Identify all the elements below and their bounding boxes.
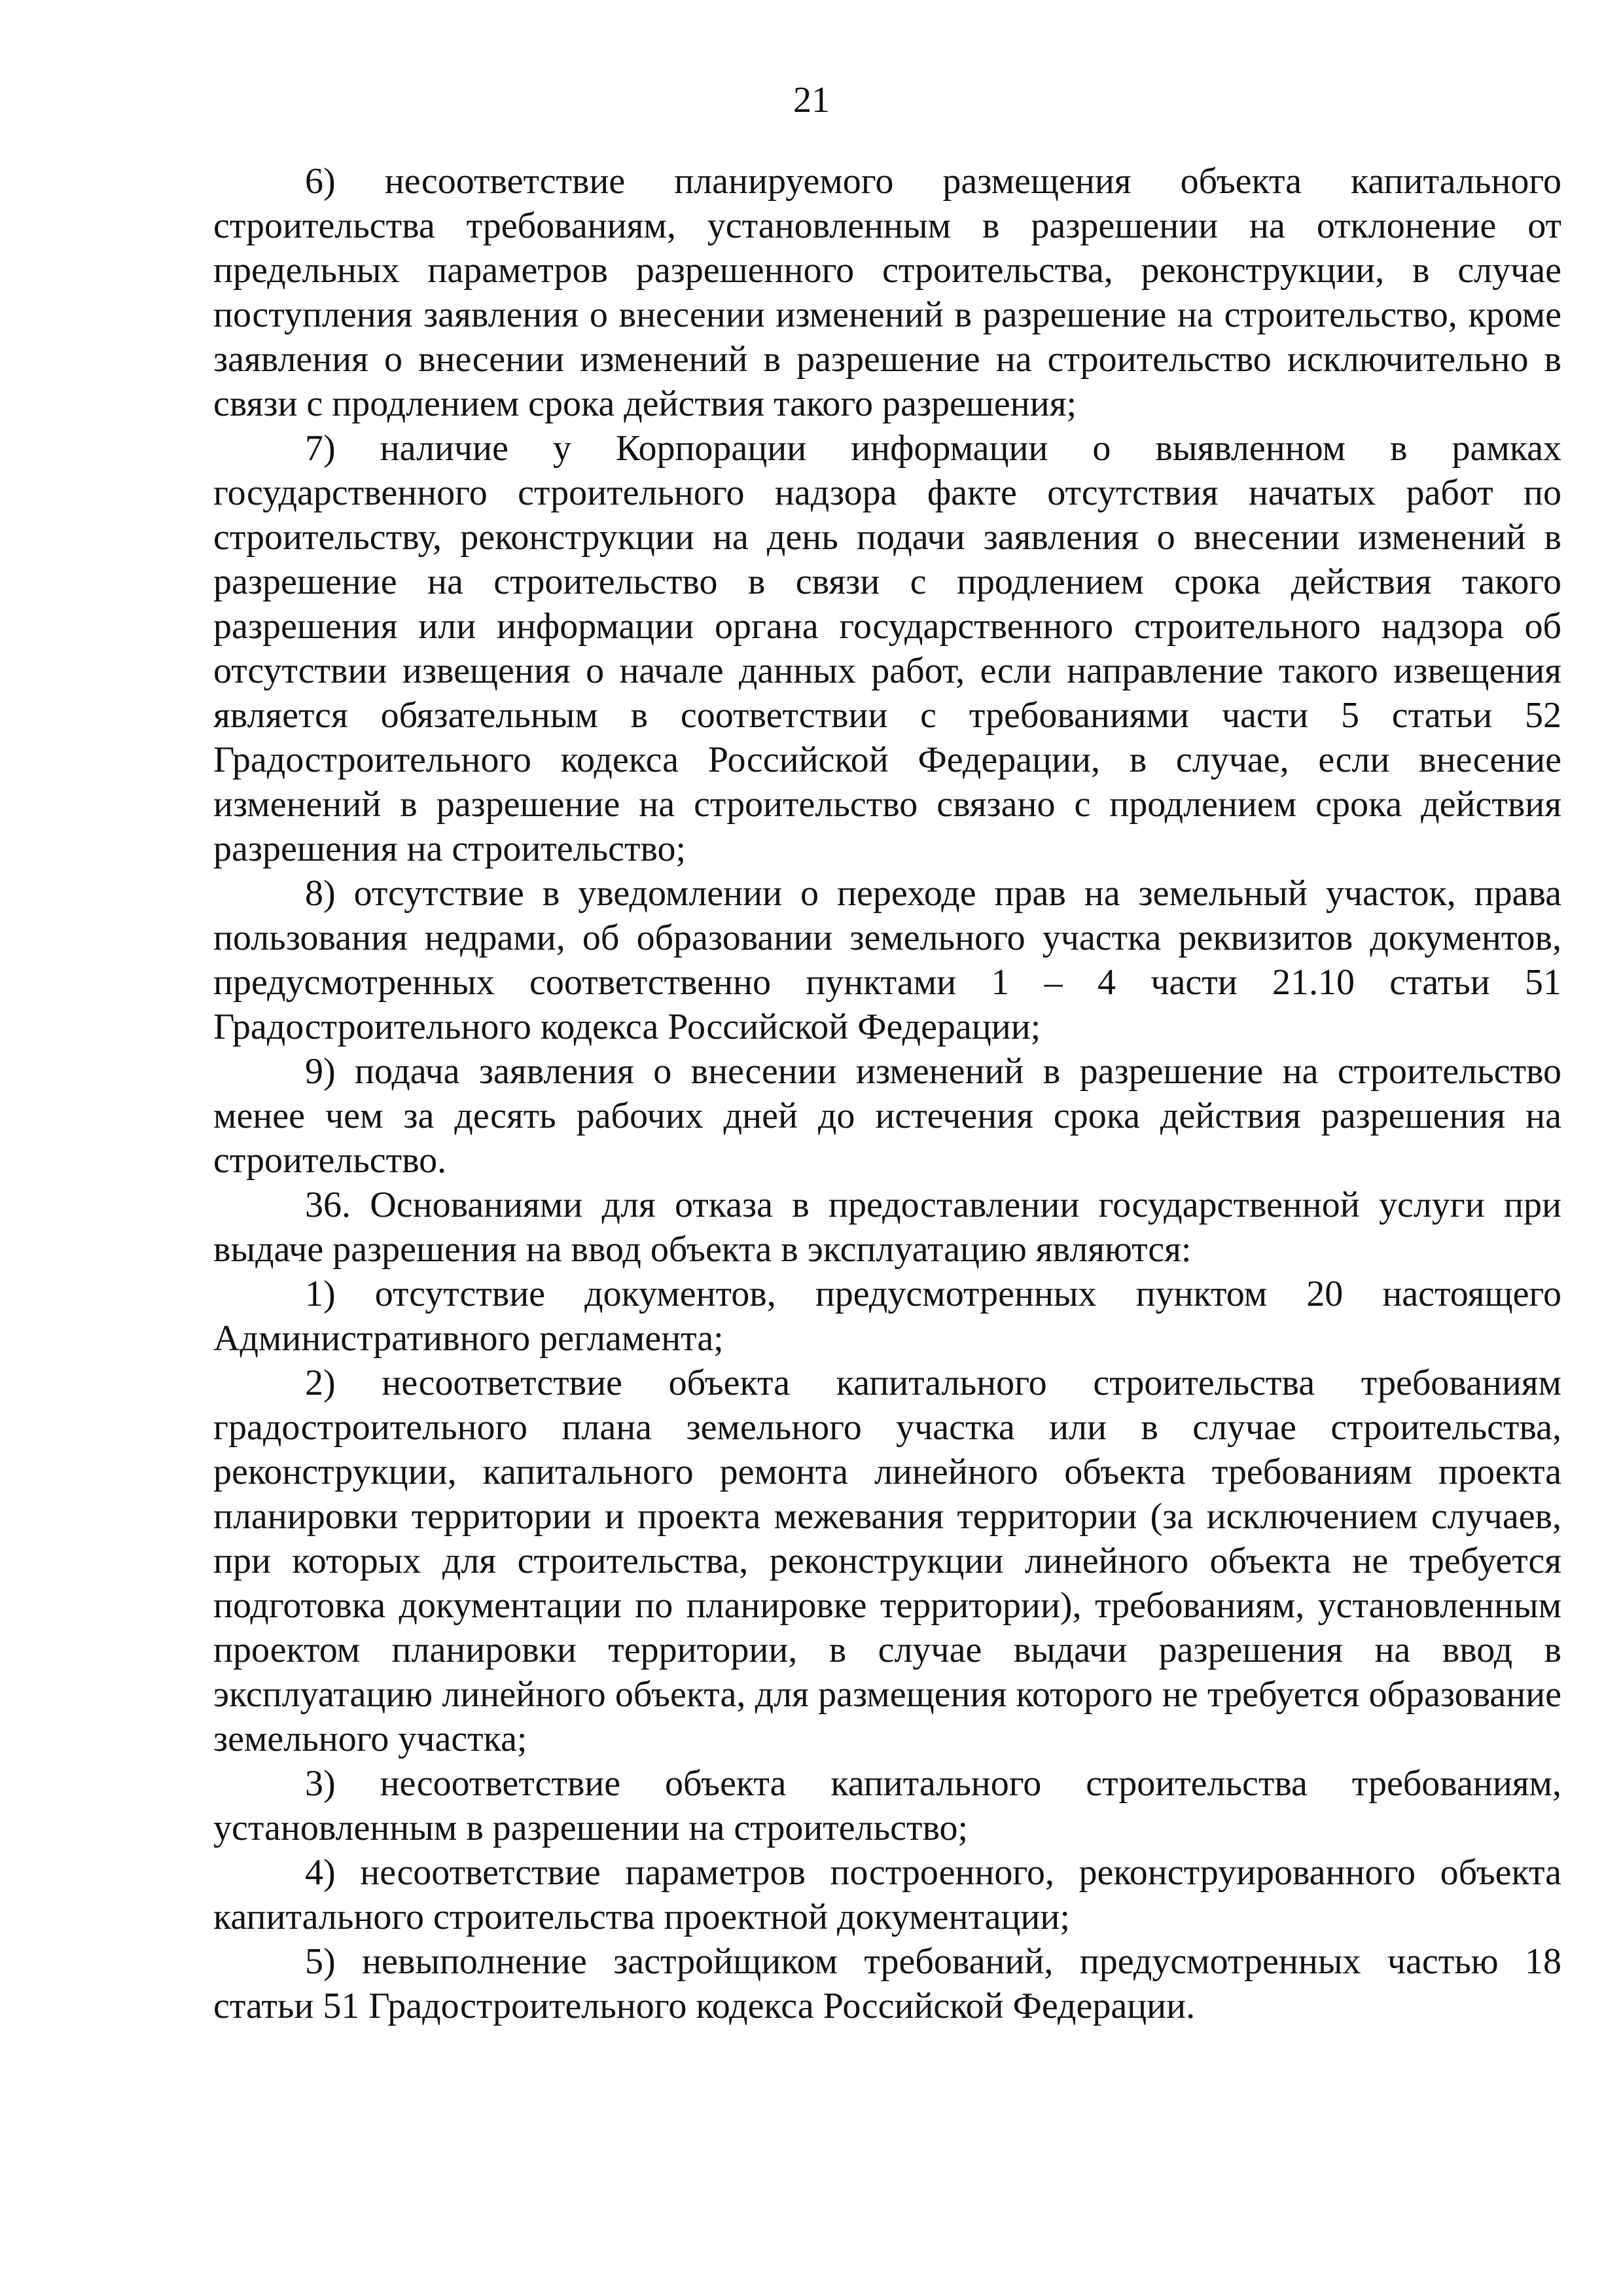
- paragraph-item-8: 8) отсутствие в уведомлении о переходе прав на земельный участок, права пользования недрами, об образовании земельного участка реквизитов документов, предусмотренных соответственно пунктами 1 – 4 части 21.10 статьи 51 Градостроительного кодекса Российской Федерации;: [213, 873, 1561, 1047]
- paragraph-item-3: 3) несоответствие объекта капитального строительства требованиям, установленным в разрешении на строительство;: [213, 1763, 1561, 1848]
- paragraph-item-6: 6) несоответствие планируемого размещения объекта капитального строительства требованиям, установленным в разрешении на отклонение от предельных параметров разрешенного строительства, реконструкции, в случае поступления заявления о внесении изменений в разрешение на строительство, кроме заявления о внесении изменений в разрешение на строительство исключительно в связи с продлением срока действия такого разрешения;: [213, 161, 1561, 424]
- paragraph-clause-36: 36. Основаниями для отказа в предоставлении государственной услуги при выдаче разрешения на ввод объекта в эксплуатацию являются:: [213, 1185, 1561, 1270]
- paragraph-item-2: 2) несоответствие объекта капитального строительства требованиям градостроительного плана земельного участка или в случае строительства, реконструкции, капитального ремонта линейного объекта требованиям проекта планировки территории и проекта межевания территории (за исключением случаев, при которых для строительства, реконструкции линейного объекта не требуется подготовка документации по планировке территории), требованиям, установленным проектом планировки территории, в случае выдачи разрешения на ввод в эксплуатацию линейного объекта, для размещения которого не требуется образование земельного участка;: [213, 1363, 1561, 1759]
- paragraph-item-4: 4) несоответствие параметров построенного, реконструированного объекта капитального строительства проектной документации;: [213, 1852, 1561, 1937]
- paragraph-item-9: 9) подача заявления о внесении изменений в разрешение на строительство менее чем за десять рабочих дней до истечения срока действия разрешения на строительство.: [213, 1051, 1561, 1181]
- paragraph-item-1: 1) отсутствие документов, предусмотренных пунктом 20 настоящего Административного регламента;: [213, 1274, 1561, 1359]
- document-body: [213, 159, 1561, 2028]
- page-number: 21: [793, 80, 830, 120]
- paragraph-item-7: 7) наличие у Корпорации информации о выявленном в рамках государственного строительного надзора факте отсутствия начатых работ по строительству, реконструкции на день подачи заявления о внесении изменений в разрешение на строительство в связи с продлением срока действия такого разрешения или информации органа государственного строительного надзора об отсутствии извещения о начале данных работ, если направление такого извещения является обязательным в соответствии с требованиями части 5 статьи 52 Градостроительного кодекса Российской Федерации, в случае, если внесение изменений в разрешение на строительство связано с продлением срока действия разрешения на строительство;: [213, 428, 1561, 869]
- paragraph-item-5: 5) невыполнение застройщиком требований, предусмотренных частью 18 статьи 51 Градостроительного кодекса Российской Федерации.: [213, 1941, 1561, 2026]
